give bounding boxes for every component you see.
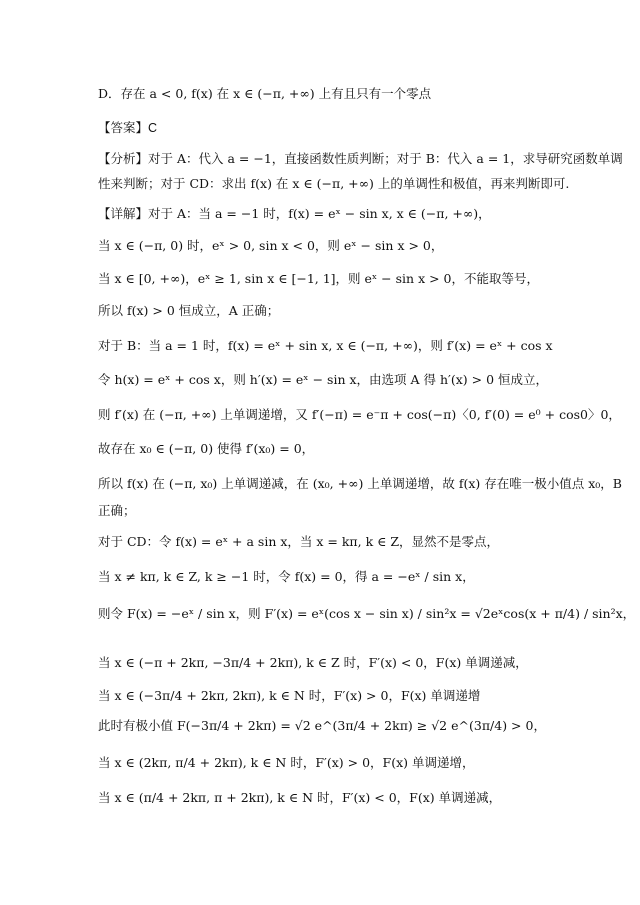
detail-line-8: 故存在 x₀ ∈ (−π, 0) 使得 f′(x₀) = 0，: [98, 441, 315, 456]
detail-line-15: 当 x ∈ (−3π/4 + 2kπ, 2kπ), k ∈ N 时，F′(x) > 0，F(x) 单调递增: [98, 688, 481, 703]
detail-line-4: 所以 f(x) > 0 恒成立，A 正确；: [98, 303, 280, 318]
answer-label: 【答案】C: [98, 121, 158, 135]
detail-line-18: 当 x ∈ (π/4 + 2kπ, π + 2kπ), k ∈ N 时，F′(x) < 0，F(x) 单调递减，: [98, 790, 502, 805]
detail-line-17: 当 x ∈ (2kπ, π/4 + 2kπ), k ∈ N 时，F′(x) > 0，F(x) 单调递增，: [98, 755, 475, 770]
detail-line-6: 令 h(x) = eˣ + cos x，则 h′(x) = eˣ − sin x，由选项 A 得 h′(x) > 0 恒成立，: [98, 372, 549, 387]
detail-line-5: 对于 B：当 a = 1 时，f(x) = eˣ + sin x, x ∈ (−π, +∞)，则 f′(x) = eˣ + cos x: [98, 338, 553, 353]
detail-line-3: 当 x ∈ [0, +∞)，eˣ ≥ 1, sin x ∈ [−1, 1]，则 eˣ − sin x > 0，不能取等号，: [98, 271, 539, 286]
detail-line-11: 对于 CD：令 f(x) = eˣ + a sin x，当 x = kπ, k ∈ Z，显然不是零点，: [98, 534, 500, 549]
detail-line-14: 当 x ∈ (−π + 2kπ, −3π/4 + 2kπ), k ∈ Z 时，F′(x) < 0，F(x) 单调递减，: [98, 655, 528, 670]
detail-line-7: 则 f′(x) 在 (−π, +∞) 上单调递增，又 f′(−π) = e⁻π + cos(−π)〈0, f′(0) = e⁰ + cos0〉0，: [98, 407, 621, 422]
detail-line-12: 当 x ≠ kπ, k ∈ Z, k ≥ −1 时，令 f(x) = 0，得 a = −eˣ / sin x，: [98, 569, 475, 584]
detail-line-1: 【详解】对于 A：当 a = −1 时，f(x) = eˣ − sin x, x ∈ (−π, +∞)，: [98, 206, 491, 221]
detail-line-10: 正确；: [98, 503, 136, 518]
analysis-line-1: 【分析】对于 A：代入 a = −1，直接函数性质判断；对于 B：代入 a = 1，求导研究函数单调: [98, 151, 623, 166]
detail-line-2: 当 x ∈ (−π, 0) 时，eˣ > 0, sin x < 0，则 eˣ − sin x > 0，: [98, 238, 444, 253]
option-d: D．存在 a < 0, f(x) 在 x ∈ (−π, +∞) 上有且只有一个零点: [98, 86, 432, 101]
detail-line-16: 此时有极小值 F(−3π/4 + 2kπ) = √2 e^(3π/4 + 2kπ) ≥ √2 e^(3π/4) > 0，: [98, 718, 546, 733]
detail-line-13: 则令 F(x) = −eˣ / sin x，则 F′(x) = eˣ(cos x − sin x) / sin²x = √2eˣcos(x + π/4) / sin²x，: [98, 606, 636, 621]
analysis-line-2: 性来判断；对于 CD：求出 f(x) 在 x ∈ (−π, +∞) 上的单调性和极值，再来判断即可.: [98, 176, 570, 191]
detail-line-9: 所以 f(x) 在 (−π, x₀) 上单调递减，在 (x₀, +∞) 上单调递增，故 f(x) 存在唯一极小值点 x₀，B: [98, 476, 622, 491]
